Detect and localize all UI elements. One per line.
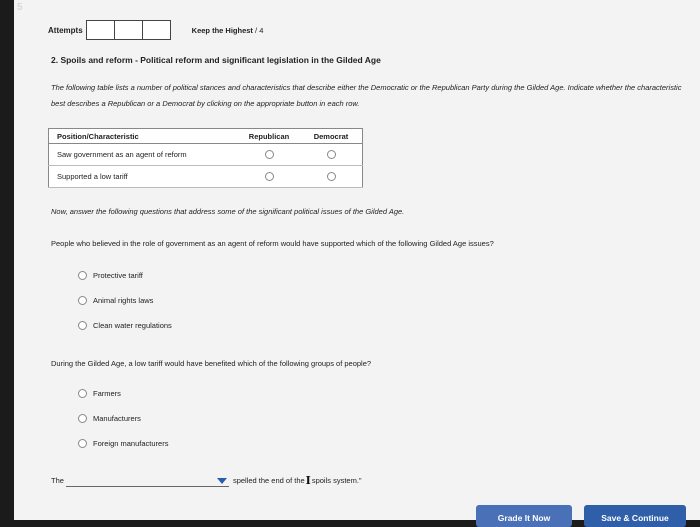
question-title: 2. Spoils and reform - Political reform and significant legislation in the Gilded Age: [51, 55, 381, 65]
option-radio[interactable]: [78, 296, 87, 305]
q1-option[interactable]: [78, 296, 153, 305]
option-label: Manufacturers: [93, 414, 141, 423]
keep-highest: [192, 26, 264, 35]
republican-radio[interactable]: [265, 172, 274, 181]
q1-option[interactable]: [78, 271, 143, 280]
option-radio[interactable]: [78, 321, 87, 330]
q2-option[interactable]: [78, 414, 141, 423]
keep-score: / 4: [255, 25, 264, 35]
fill-prefix: The: [51, 476, 64, 485]
save-continue-button[interactable]: Save & Continue: [584, 505, 686, 527]
fill-in-sentence: [51, 474, 362, 487]
dropdown-arrow-icon[interactable]: [217, 478, 227, 484]
header-democrat: Democrat: [300, 129, 363, 144]
table-header-row: [49, 129, 363, 144]
attempt-box-1: [86, 20, 115, 40]
fill-suffix-end: spoils system.": [311, 476, 362, 485]
option-label: Clean water regulations: [93, 321, 172, 330]
keep-label: Keep the Highest: [191, 25, 253, 35]
q1-prompt: People who believed in the role of government as an agent of reform would have supported which of the following Gilded Age issues?: [51, 239, 494, 248]
democrat-radio-cell: [300, 166, 363, 188]
stances-table: [48, 128, 363, 188]
option-radio[interactable]: [78, 414, 87, 423]
q2-prompt: During the Gilded Age, a low tariff would have benefited which of the following groups of people?: [51, 359, 372, 368]
q2-option[interactable]: [78, 439, 168, 448]
option-label: Animal rights laws: [93, 296, 154, 305]
democrat-radio-cell: [300, 144, 363, 166]
option-label: Farmers: [93, 389, 121, 398]
answer-dropdown[interactable]: [66, 474, 229, 487]
democrat-radio[interactable]: [327, 150, 336, 159]
q2-option[interactable]: [78, 389, 121, 398]
attempts-bar: [48, 20, 263, 40]
option-radio[interactable]: [78, 439, 87, 448]
fill-suffix-start: spelled the end of the: [232, 476, 305, 485]
democrat-radio[interactable]: [327, 172, 336, 181]
corner-glyph: 5: [17, 2, 23, 13]
table-row: [49, 166, 363, 188]
option-label: Protective tariff: [93, 271, 143, 280]
attempt-boxes: [86, 20, 170, 40]
grade-it-now-button[interactable]: Grade It Now: [476, 505, 572, 527]
attempt-box-3: [142, 20, 171, 40]
questions-intro: Now, answer the following questions that address some of the significant political issues of the Gilded Age.: [51, 207, 405, 216]
attempt-box-2: [114, 20, 143, 40]
row-label: Saw government as an agent of reform: [49, 144, 239, 166]
option-label: Foreign manufacturers: [93, 439, 169, 448]
text-cursor-icon: I: [305, 474, 311, 487]
header-republican: Republican: [238, 129, 300, 144]
attempts-label: Attempts: [48, 25, 83, 35]
question-instructions: The following table lists a number of political stances and characteristics that describe either the Democratic or the Republican Party during the Gilded Age. Indicate whether the characteristic best describes a Republican or a Democrat by clicking on the appropriate button in each row.: [51, 83, 682, 108]
option-radio[interactable]: [78, 271, 87, 280]
header-position: Position/Characteristic: [49, 129, 239, 144]
table-row: [49, 144, 363, 166]
row-label: Supported a low tariff: [49, 166, 239, 188]
republican-radio-cell: [238, 144, 300, 166]
assignment-page: [14, 0, 700, 523]
q1-option[interactable]: [78, 321, 172, 330]
option-radio[interactable]: [78, 389, 87, 398]
republican-radio-cell: [238, 166, 300, 188]
republican-radio[interactable]: [265, 150, 274, 159]
